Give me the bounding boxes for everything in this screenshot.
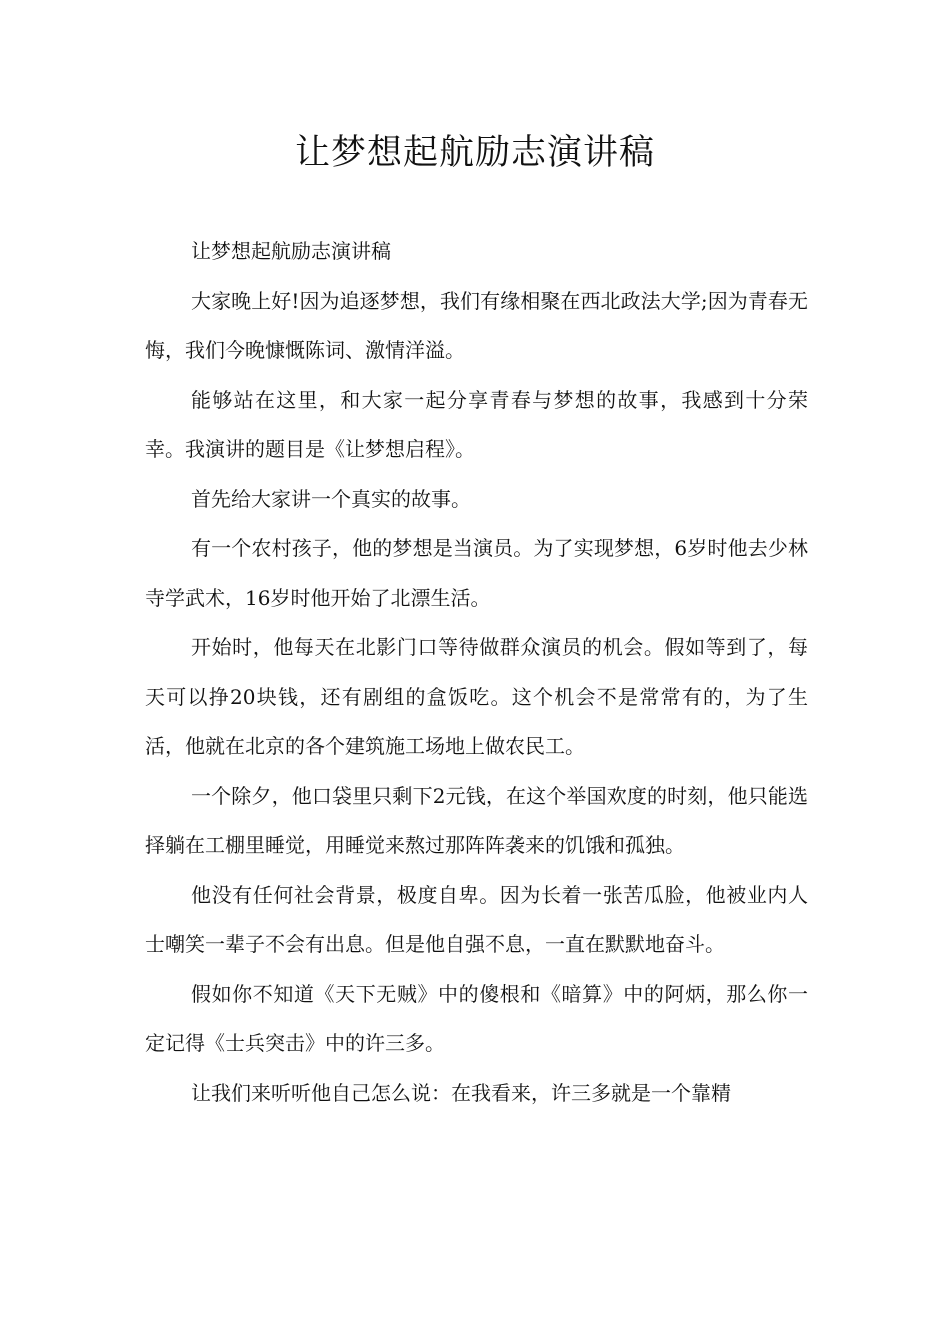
paragraph: 一个除夕，他口袋里只剩下2元钱，在这个举国欢度的时刻，他只能选择躺在工棚里睡觉，用睡觉来熬过那阵阵袭来的饥饿和孤独。 [145, 783, 808, 857]
paragraph-subtitle: 让梦想起航励志演讲稿 [191, 239, 391, 263]
paragraph: 让我们来听听他自己怎么说：在我看来，许三多就是一个靠精 [191, 1080, 731, 1105]
document-body [145, 227, 808, 1118]
document-title: 让梦想起航励志演讲稿 [294, 133, 655, 173]
paragraph: 大家晚上好!因为追逐梦想，我们有缘相聚在西北政法大学;因为青春无悔，我们今晚慷慨陈词、激情洋溢。 [145, 288, 808, 362]
paragraph: 假如你不知道《天下无贼》中的傻根和《暗算》中的阿炳，那么你一定记得《士兵突击》中的许三多。 [145, 981, 808, 1055]
paragraph: 开始时，他每天在北影门口等待做群众演员的机会。假如等到了，每天可以挣20块钱，还有剧组的盒饭吃。这个机会不是常常有的，为了生活，他就在北京的各个建筑施工场地上做农民工。 [145, 635, 808, 758]
paragraph: 他没有任何社会背景，极度自卑。因为长着一张苦瓜脸，他被业内人士嘲笑一辈子不会有出息。但是他自强不息，一直在默默地奋斗。 [145, 882, 808, 956]
paragraph: 能够站在这里，和大家一起分享青春与梦想的故事，我感到十分荣幸。我演讲的题目是《让梦想启程》。 [145, 387, 808, 461]
paragraph: 首先给大家讲一个真实的故事。 [191, 486, 471, 511]
paragraph: 有一个农村孩子，他的梦想是当演员。为了实现梦想，6岁时他去少林寺学武术，16岁时他开始了北漂生活。 [145, 536, 808, 610]
